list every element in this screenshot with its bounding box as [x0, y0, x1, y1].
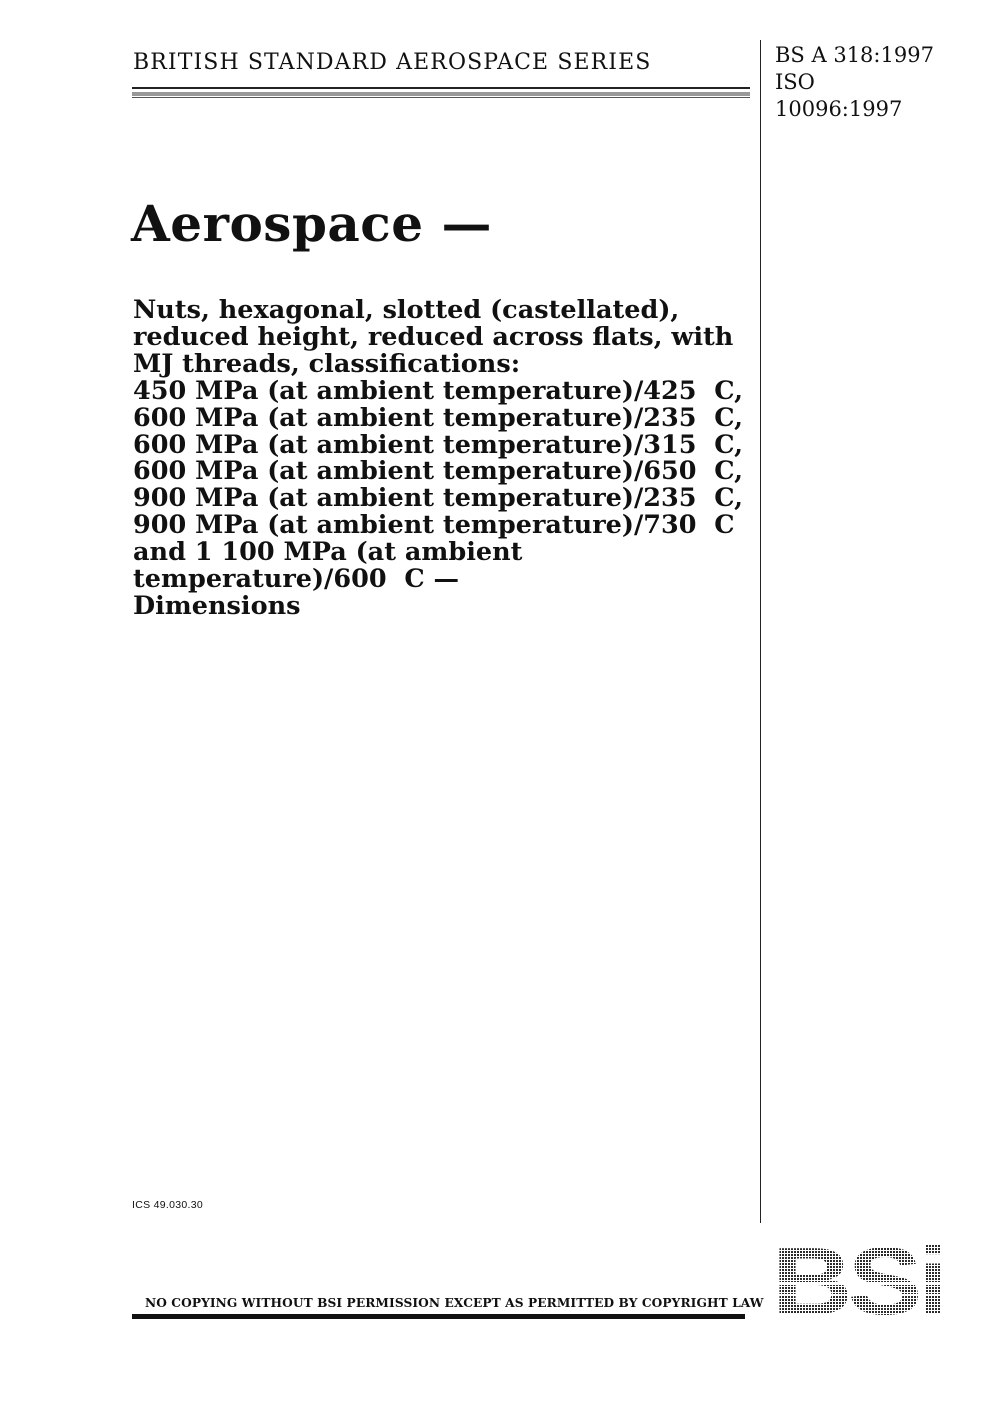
subtitle-line: Dimensions	[133, 590, 301, 621]
footer-rule	[132, 1314, 745, 1319]
header-rule-bottom	[132, 97, 750, 98]
standard-designation	[775, 42, 934, 123]
header-rule-middle	[132, 92, 750, 96]
copyright-notice: NO COPYING WITHOUT BSI PERMISSION EXCEPT AS PERMITTED BY COPYRIGHT LAW	[145, 1296, 764, 1310]
series-title: BRITISH STANDARD AEROSPACE SERIES	[133, 50, 652, 75]
subtitle-line: reduced height, reduced across flats, with	[133, 321, 734, 352]
designation-line-iso: ISO	[775, 70, 815, 94]
subtitle-line: and 1 100 MPa (at ambient	[133, 537, 523, 568]
subtitle-line: 900 MPa (at ambient temperature)/235 C,	[133, 483, 743, 514]
document-title: Aerospace —	[131, 194, 492, 253]
vertical-divider	[760, 40, 761, 1223]
subtitle-line: 600 MPa (at ambient temperature)/235 C,	[133, 402, 743, 433]
header-rule-top	[132, 87, 750, 89]
ics-code: ICS 49.030.30	[132, 1199, 204, 1211]
designation-line-bs: BS A 318:1997	[775, 43, 934, 67]
subtitle-line: MJ threads, classifications:	[133, 348, 521, 379]
subtitle-line: 900 MPa (at ambient temperature)/730 C	[133, 510, 735, 541]
subtitle-line: temperature)/600 C —	[133, 564, 460, 595]
subtitle-line: 600 MPa (at ambient temperature)/315 C,	[133, 429, 743, 460]
subtitle-line: 450 MPa (at ambient temperature)/425 C,	[133, 375, 743, 406]
designation-line-iso-number: 10096:1997	[775, 97, 903, 121]
subtitle-line: 600 MPa (at ambient temperature)/650 C,	[133, 456, 743, 487]
subtitle-line: Nuts, hexagonal, slotted (castellated),	[133, 295, 680, 325]
document-subtitle	[133, 295, 743, 621]
bsi-logo	[770, 1242, 946, 1320]
